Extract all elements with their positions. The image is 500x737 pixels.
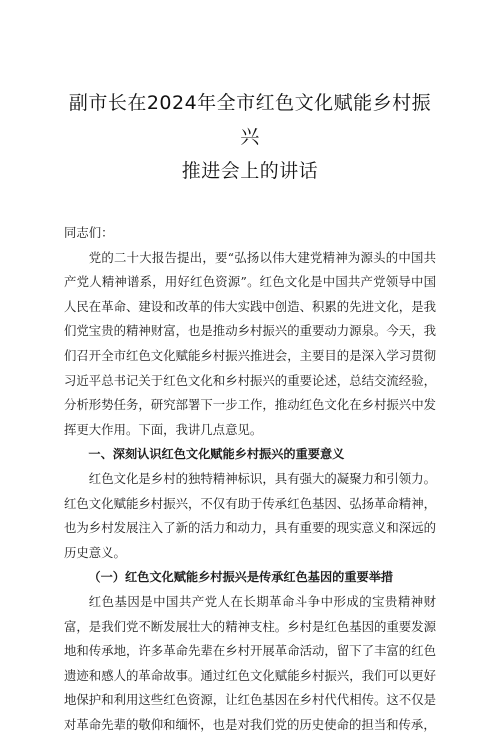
section-heading-1: 一、深刻认识红色文化赋能乡村振兴的重要意义 [88,447,345,462]
document-title [64,0,436,188]
document-body [64,221,436,737]
section-1-paragraph: 红色文化是乡村的独特精神标识，具有强大的凝聚力和引领力。红色文化赋能乡村振兴，不仅有助于传承红色基因、弘扬革命精神，也为乡村发展注入了新的活力和动力，具有重要的现实意义和深远的历史意义。 [64,470,436,560]
salutation: 同志们： [64,225,114,240]
title-line-2: 推进会上的讲话 [181,160,319,182]
subsection-1-paragraph: 红色基因是中国共产党人在长期革命斗争中形成的宝贵精神财富，是我们党不断发展壮大的精神支柱。乡村是红色基因的重要发源地和传承地，许多革命先辈在乡村开展革命活动，留下了丰富的红色遗迹和感人的革命故事。通过红色文化赋能乡村振兴，我们可以更好地保护和利用这些红色资源，让红色基因在乡村代代相传。这不仅是对革命先辈的敬仰和缅怀，也是对我们党的历史使命的担当和传承， [64,593,436,732]
intro-paragraph: 党的二十大报告提出，要“弘扬以伟大建党精神为源头的中国共产党人精神谱系，用好红色资源”。红色文化是中国共产党领导中国人民在革命、建设和改革的伟大实践中创造、积累的先进文化，是我们党宝贵的精神财富，也是推动乡村振兴的重要动力源泉。今天，我们召开全市红色文化赋能乡村振兴推进会，主要目的是深入学习贯彻习近平总书记关于红色文化和乡村振兴的重要论述，总结交流经验，分析形势任务，研究部署下一步工作，推动红色文化在乡村振兴中发挥更大作用。下面，我讲几点意见。 [64,249,436,437]
subsection-heading-1: （一）红色文化赋能乡村振兴是传承红色基因的重要举措 [88,570,394,585]
title-line-1: 副市长在2024年全市红色文化赋能乡村振兴 [68,92,432,148]
